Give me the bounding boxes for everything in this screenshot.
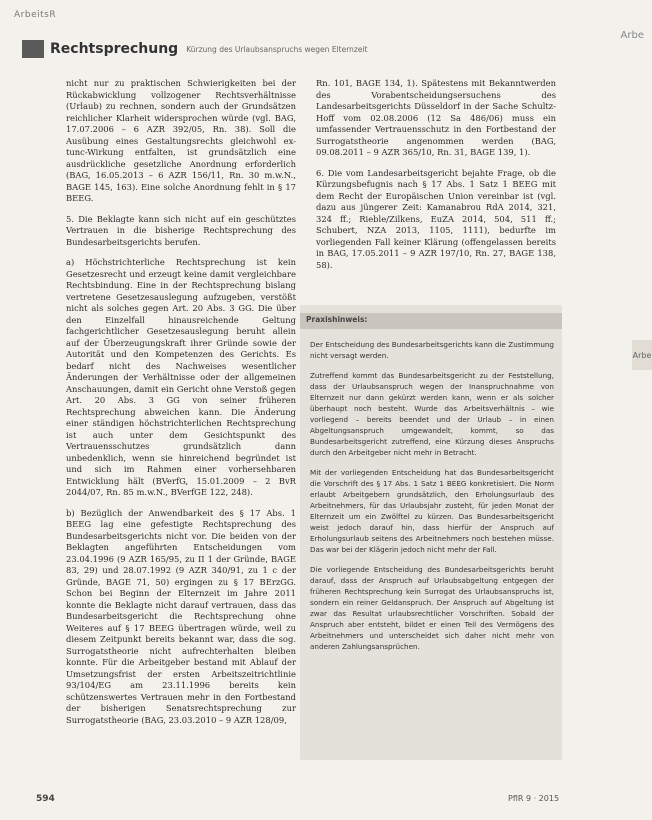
header-bar bbox=[22, 40, 44, 58]
right-paragraph: Rn. 101, BAGE 134, 1). Spätestens mit Bekanntwerden des Vorabentscheidungsersuchens des Landesarbeitsgerichts Düsseldorf in der Sache Schultz-Hoff vom 02.08.2006 (12 Sa 486/06) muss ein umfassender Vertrauensschutz in den Fortbestand der Surrogatstheorie angenommen werden (BAG, 09.08.2011 – 9 AZR 365/10, Rn. 31, BAGE 139, 1). bbox=[316, 78, 556, 157]
right-column bbox=[316, 78, 556, 280]
page-number: 594 bbox=[36, 794, 55, 804]
page-subtitle: Kürzung des Urlaubsanspruchs wegen Elternzeit bbox=[186, 44, 368, 54]
practice-note-paragraph: Mit der vorliegenden Entscheidung hat das Bundesarbeitsgericht die Vorschrift des § 17 Abs. 1 Satz 1 BEEG konkretisiert. Die Norm erlaubt Arbeitgebern grundsätzlich, den Erholungsurlaub des Arbeitnehmers, für das Urlaubsjahr zusteht, für jeden Monat der Elternzeit um ein Zwölftel zu kürzen. Das Bundesarbeitsgericht weist jedoch darauf hin, dass hierfür der Anspruch auf Erholungsurlaub seitens des Arbeitnehmers noch bestehen müsse. Das war bei der Klägerin jedoch nicht mehr der Fall. bbox=[310, 468, 554, 554]
practice-note-paragraph: Zutreffend kommt das Bundesarbeitsgericht zu der Feststellung, dass der Urlaubsanspruch wegen der Inanspruchnahme von Elternzeit nur dann gekürzt werden kann, wenn er als solcher überhaupt noch besteht. Wurde das Arbeitsverhältnis – wie vorliegend – bereits beendet und der Urlaub – in einen Abgeltungsanspruch umgewandelt, kommt, so das Bundesarbeitsgericht zutreffend, eine Kürzung dieses Anspruchs durch den Arbeitgeber nicht mehr in Betracht. bbox=[310, 371, 554, 457]
left-paragraph: nicht nur zu praktischen Schwierigkeiten bei der Rückabwicklung vollzogener Rechtsverhältnisse (Urlaub) zu rechnen, sondern auch der Grundsätzen reichlicher Klarheit widersprochen würde (vgl. BAG, 17.07.2006 – 6 AZR 392/05, Rn. 38). Soll die Ausübung eines Gestaltungsrechts gleichwohl ex-tunc-Wirkung entfalten, ist grundsätzlich eine ausdrückliche gesetzliche Anordnung erforderlich (BAG, 16.05.2013 – 6 AZR 156/11, Rn. 30 m.w.N., BAGE 145, 163). Eine solche Anordnung fehlt in § 17 BEEG. bbox=[66, 78, 296, 203]
margin-tab: Arbe bbox=[632, 340, 652, 370]
left-paragraph: 5. Die Beklagte kann sich nicht auf ein geschütztes Vertrauen in die bisherige Rechtsprechung des Bundesarbeitsgerichts berufen. bbox=[66, 213, 296, 247]
left-paragraph: b) Bezüglich der Anwendbarkeit des § 17 Abs. 1 BEEG lag eine gefestigte Rechtsprechung des Bundesarbeitsgerichts nicht vor. Die beiden von der Beklagten angeführten Entscheidungen vom 23.04.1996 (9 AZR 165/95, zu II 1 der Gründe, BAGE 83, 29) und 28.07.1992 (9 AZR 340/91, zu 1 c der Gründe, BAGE 71, 50) ergingen zu § 17 BErzGG. Schon bei Beginn der Elternzeit im Jahre 2011 konnte die Beklagte nicht darauf vertrauen, dass das Bundesarbeitsgericht die Rechtsprechung ohne Weiteres auf § 17 BEEG übertragen würde, weil zu diesem Zeitpunkt bereits bekannt war, dass die sog. Surrogatstheorie nicht aufrechterhalten bleiben konnte. Für die Arbeitgeber bestand mit Ablauf der Umsetzungsfrist der ersten Arbeitszeitrichtlinie 93/104/EG am 23.11.1996 bereits kein schützenswertes Vertrauen mehr in den Fortbestand der bisherigen Senatsrechtsprechung zur Surrogatstheorie (BAG, 23.03.2010 – 9 AZR 128/09, bbox=[66, 507, 296, 725]
left-column bbox=[66, 78, 296, 735]
left-paragraph: a) Höchstrichterliche Rechtsprechung ist kein Gesetzesrecht und erzeugt keine damit vergleichbare Rechtsbindung. Eine in der Rechtsprechung bislang vertretene Gesetzesauslegung aufzugeben, verstößt nicht als solches gegen Art. 20 Abs. 3 GG. Die über den Einzelfall hinausreichende Geltung fachgerichtlicher Gesetzesauslegung beruht allein auf der Überzeugungskraft ihrer Gründe sowie der Autorität und den Kompetenzen des Gerichts. Es bedarf nicht des Nachweises wesentlicher Änderungen der Verhältnisse oder der allgemeinen Anschauungen, damit ein Gericht ohne Verstoß gegen Art. 20 Abs. 3 GG von seiner früheren Rechtsprechung abweichen kann. Die Änderung einer ständigen höchstrichterlichen Rechtsprechung ist auch unter dem Gesichtspunkt des Vertrauensschutzes grundsätzlich dann unbedenklich, wenn sie hinreichend begründet ist und sich im Rahmen einer vorhersehbaren Entwicklung hält (BVerfG, 15.01.2009 – 2 BvR 2044/07, Rn. 85 m.w.N., BVerfGE 122, 248). bbox=[66, 257, 296, 497]
adjacent-page-section-label: Arbe bbox=[620, 30, 644, 41]
practice-note-paragraph: Der Entscheidung des Bundesarbeitsgerichts kann die Zustimmung nicht versagt werden. bbox=[310, 340, 554, 360]
right-paragraph: 6. Die vom Landesarbeitsgericht bejahte Frage, ob die Kürzungsbefugnis nach § 17 Abs. 1 Satz 1 BEEG mit dem Recht der Europäischen Union vereinbar ist (vgl. dazu aus jüngerer Zeit: Kamanabrou RdA 2014, 321, 324 ff.; Rieble/Zilkens, EuZA 2014, 504, 511 ff.; Schubert, NZA 2013, 1105, 1111), bedurfte im vorliegenden Fall keiner Klärung (offengelassen bereits in BAG, 17.05.2011 – 9 AZR 197/10, Rn. 27, BAGE 138, 58). bbox=[316, 167, 556, 270]
section-label: ArbeitsR bbox=[14, 10, 57, 20]
practice-note-title: Praxishinweis: bbox=[300, 313, 562, 329]
journal-issue: PflR 9 · 2015 bbox=[508, 794, 560, 803]
page-header bbox=[22, 36, 612, 62]
practice-note-paragraph: Die vorliegende Entscheidung des Bundesarbeitsgerichts beruht darauf, dass der Anspruch auf Urlaubsabgeltung entgegen der früheren Rechtsprechung kein Surrogat des Urlaubsanspruchs ist, sondern ein reiner Geldanspruch. Der Anspruch auf Abgeltung ist zwar das Resultat urlaubsrechtlicher Vorschriften. Sobald der Anspruch aber entsteht, bildet er einen Teil des Vermögens des Arbeitnehmers und unterscheidet sich daher nicht mehr von anderen Zahlungsansprüchen. bbox=[310, 565, 554, 651]
practice-note-box bbox=[300, 305, 562, 760]
page-title: Rechtsprechung bbox=[50, 41, 179, 57]
practice-note-body bbox=[300, 329, 562, 652]
